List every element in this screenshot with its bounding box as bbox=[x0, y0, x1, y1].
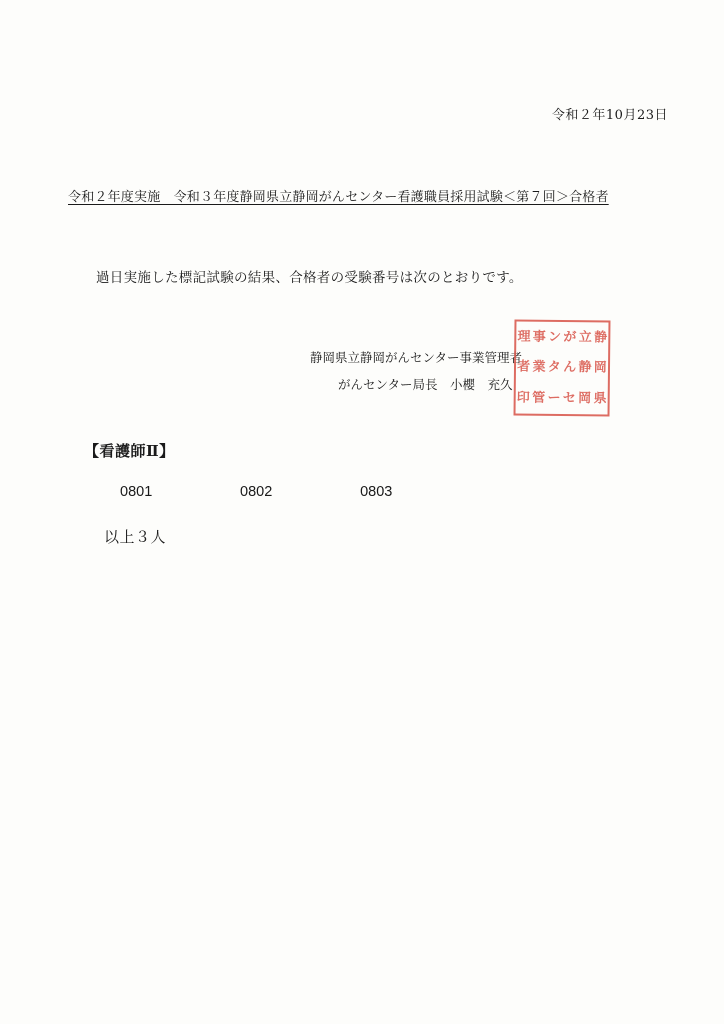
official-seal-stamp bbox=[514, 320, 611, 417]
seal-character: 事 bbox=[532, 329, 546, 345]
seal-character: 静 bbox=[578, 360, 592, 376]
section-heading-nurse-2: 【看護師Ⅱ】 bbox=[84, 442, 175, 460]
seal-character: 立 bbox=[578, 330, 592, 346]
total-count: 以上３人 bbox=[104, 528, 167, 546]
issuer-name: がんセンター局長 小櫻 充久 bbox=[338, 377, 513, 392]
seal-character: ン bbox=[548, 329, 562, 345]
seal-character: 理 bbox=[517, 329, 531, 345]
seal-character: 管 bbox=[532, 390, 546, 406]
passing-number: 0802 bbox=[240, 484, 273, 500]
issuer-block bbox=[310, 344, 522, 398]
seal-character: ー bbox=[547, 391, 561, 407]
seal-character: 者 bbox=[517, 360, 531, 376]
seal-character: が bbox=[563, 329, 577, 345]
seal-character: ん bbox=[563, 360, 577, 376]
document-date: 令和２年10月23日 bbox=[551, 108, 668, 123]
seal-character: 業 bbox=[532, 360, 546, 376]
passing-number: 0801 bbox=[120, 484, 153, 500]
intro-text: 過日実施した標記試験の結果、合格者の受験番号は次のとおりです。 bbox=[96, 270, 523, 286]
passing-number-list bbox=[120, 484, 476, 500]
passing-number: 0803 bbox=[360, 484, 393, 500]
seal-lettering bbox=[516, 322, 609, 415]
seal-character: 印 bbox=[516, 390, 530, 406]
seal-character: セ bbox=[562, 391, 576, 407]
document-title: 令和２年度実施 令和３年度静岡県立静岡がんセンター看護職員採用試験＜第７回＞合格者 bbox=[68, 190, 609, 205]
seal-character: 静 bbox=[594, 330, 608, 346]
seal-character: 岡 bbox=[578, 391, 592, 407]
seal-character: タ bbox=[547, 360, 561, 376]
seal-character: 岡 bbox=[593, 360, 607, 376]
seal-character: 県 bbox=[593, 391, 607, 407]
issuer-organization: 静岡県立静岡がんセンター事業管理者 bbox=[310, 350, 523, 365]
